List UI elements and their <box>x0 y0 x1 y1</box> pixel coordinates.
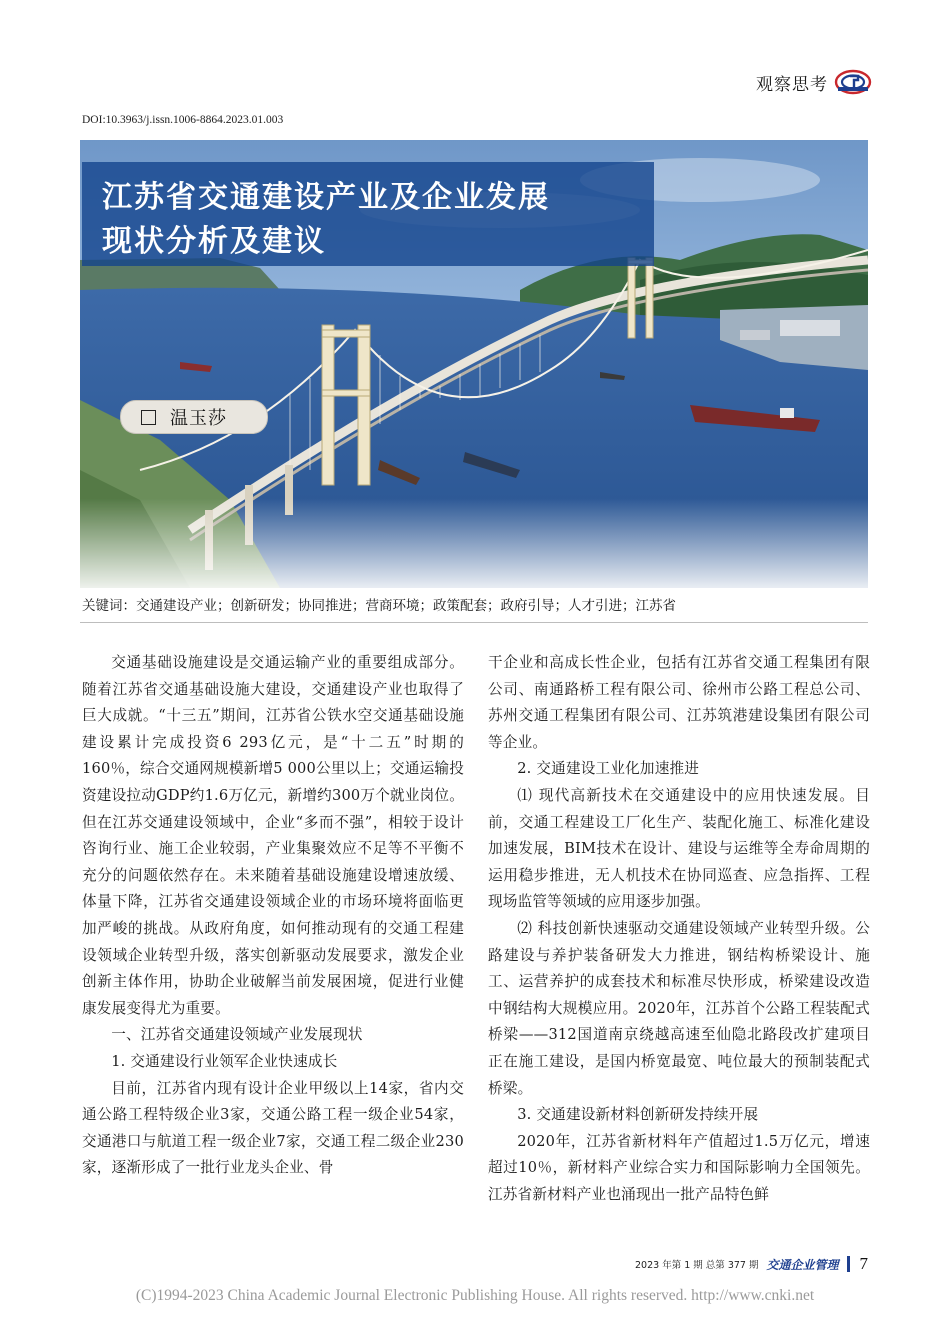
author-name: 温玉莎 <box>170 408 227 429</box>
keywords: 关键词：交通建设产业；创新研发；协同推进；营商环境；政策配套；政府引导；人才引进；江苏省 <box>82 598 676 614</box>
journal-logo-icon <box>834 63 872 101</box>
column-tag <box>756 62 872 102</box>
issue-info: 2023 年第 1 期 总第 377 期 <box>635 1260 759 1271</box>
paragraph: 目前，江苏省内现有设计企业甲级以上14家，省内交通公路工程特级企业3家，交通公路工程一级企业54家，交通港口与航道工程一级企业7家，交通工程二级企业230家，逐渐形成了一批行业龙头企业、骨 <box>82 1079 464 1177</box>
section-heading: 一、江苏省交通建设领域产业发展现状 <box>111 1026 363 1044</box>
paragraph: ⑵ 科技创新快速驱动交通建设领域产业转型升级。公路建设与养护装备研发大力推进，钢结构桥梁设计、施工、运营养护的成套技术和标准尽快形成，桥梁建设改造中钢结构大规模应用。2020年，江苏首个公路工程装配式桥梁——312国道南京绕越高速至仙隐北路段改扩建项目正在施工建设，是国内桥宽最宽、吨位最大的预制装配式桥梁。 <box>488 919 870 1097</box>
doi-text: DOI:10.3963/j.issn.1006-8864.2023.01.003 <box>82 114 284 126</box>
subsection-heading: 1. 交通建设行业领军企业快速成长 <box>111 1052 338 1070</box>
author-marker-icon <box>141 410 156 425</box>
keywords-divider <box>80 622 868 623</box>
author-badge <box>120 400 268 434</box>
paragraph: 交通基础设施建设是交通运输产业的重要组成部分。随着江苏省交通基础设施大建设，交通建设产业也取得了巨大成就。“十三五”期间，江苏省公铁水空交通基础设施建设累计完成投资6 293亿元，是“十二五”时期的160％，综合交通网规模新增5 000公里以上；交通运输投资建设拉动GDP约1.6万亿元，新增约300万个就业岗位。但在江苏交通建设领域中，企业“多而不强”，相较于设计咨询行业、施工企业较弱，产业集聚效应不足等不平衡不充分的问题依然存在。未来随着基础设施建设增速放缓、体量下降，江苏省交通建设领域企业的市场环境将面临更加严峻的挑战。从政府角度，如何推动现有的交通工程建设领域企业转型升级，落实创新驱动发展要求，激发企业创新主体作用，协助企业破解当前发展困境，促进行业健康发展变得尤为重要。 <box>82 654 464 1017</box>
body-column-left <box>82 650 464 1182</box>
journal-name: 交通企业管理 <box>766 1257 839 1272</box>
page-footer <box>635 1252 868 1276</box>
article-title-line-2: 现状分析及建议 <box>102 224 326 259</box>
article-title-line-1: 江苏省交通建设产业及企业发展 <box>102 180 550 215</box>
subsection-heading: 3. 交通建设新材料创新研发持续开展 <box>517 1106 759 1124</box>
column-tag-text: 观察思考 <box>756 74 828 95</box>
body-column-right <box>488 650 870 1208</box>
paragraph: 干企业和高成长性企业，包括有江苏省交通工程集团有限公司、南通路桥工程有限公司、徐州市公路工程总公司、苏州交通工程集团有限公司、江苏筑港建设集团有限公司等企业。 <box>488 654 870 751</box>
paragraph: ⑴ 现代高新技术在交通建设中的应用快速发展。目前，交通工程建设工厂化生产、装配化施工、标准化建设加速发展，BIM技术在设计、建设与运维等全寿命周期的运用稳步推进，无人机技术在协同巡查、应急指挥、工程现场监管等领域的应用逐步加强。 <box>488 786 870 911</box>
paragraph: 2020年，江苏省新材料年产值超过1.5万亿元，增速超过10％，新材料产业综合实力和国际影响力全国领先。江苏省新材料产业也涌现出一批产品特色鲜 <box>488 1132 870 1203</box>
page-number: 7 <box>859 1254 868 1273</box>
subsection-heading: 2. 交通建设工业化加速推进 <box>517 760 700 778</box>
copyright-notice: (C)1994-2023 China Academic Journal Electronic Publishing House. All rights reserved. http://www.cnki.net <box>135 1287 815 1304</box>
article-title-band <box>82 162 654 266</box>
footer-divider <box>847 1256 850 1272</box>
